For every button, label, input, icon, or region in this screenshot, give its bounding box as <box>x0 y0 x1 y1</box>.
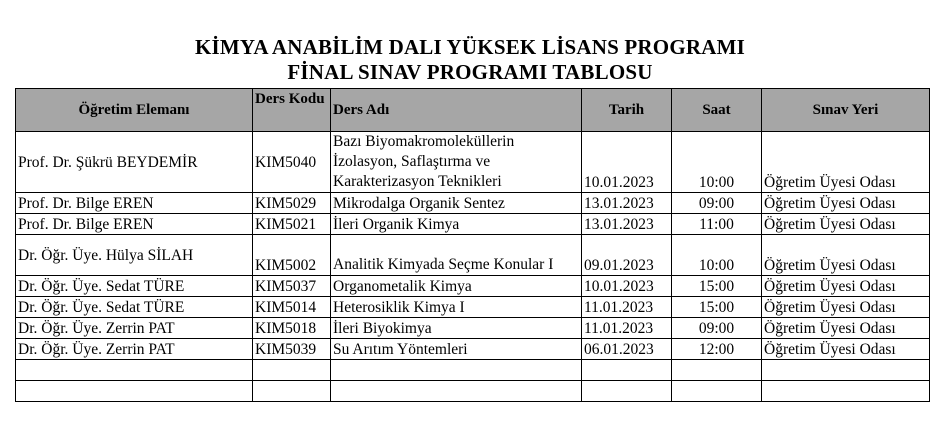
cell-time: 12:00 <box>672 339 762 360</box>
cell-date: 11.01.2023 <box>582 297 672 318</box>
cell-time: 10:00 <box>672 235 762 276</box>
cell-course: Heterosiklik Kimya I <box>331 297 582 318</box>
cell-code: KIM5002 <box>253 235 331 276</box>
cell-date: 10.01.2023 <box>582 276 672 297</box>
cell-time: 15:00 <box>672 276 762 297</box>
cell-location: Öğretim Üyesi Odası <box>762 193 930 214</box>
cell-location: Öğretim Üyesi Odası <box>762 297 930 318</box>
table-row <box>16 339 930 360</box>
cell-date: 06.01.2023 <box>582 339 672 360</box>
cell-instructor: Prof. Dr. Bilge EREN <box>16 214 253 235</box>
exam-schedule-table <box>15 88 930 402</box>
cell-code: KIM5040 <box>253 132 331 193</box>
cell-date: 09.01.2023 <box>582 235 672 276</box>
cell-location: Öğretim Üyesi Odası <box>762 276 930 297</box>
header-course: Ders Adı <box>331 89 582 132</box>
header-date: Tarih <box>582 89 672 132</box>
table-row <box>16 318 930 339</box>
header-time: Saat <box>672 89 762 132</box>
document-title: KİMYA ANABİLİM DALI YÜKSEK LİSANS PROGRAMI <box>194 35 745 59</box>
cell-course: Organometalik Kimya <box>331 276 582 297</box>
header-code: Ders Kodu <box>253 89 331 132</box>
cell-time: 09:00 <box>672 193 762 214</box>
table-row <box>16 276 930 297</box>
cell-location: Öğretim Üyesi Odası <box>762 235 930 276</box>
cell-location: Öğretim Üyesi Odası <box>762 318 930 339</box>
cell-time: 15:00 <box>672 297 762 318</box>
table-row <box>16 297 930 318</box>
header-location: Sınav Yeri <box>762 89 930 132</box>
cell-date: 13.01.2023 <box>582 193 672 214</box>
cell-instructor: Dr. Öğr. Üye. Sedat TÜRE <box>16 276 253 297</box>
cell-code: KIM5029 <box>253 193 331 214</box>
table-header-row <box>16 89 930 132</box>
empty-table-row <box>16 381 930 402</box>
cell-course: Su Arıtım Yöntemleri <box>331 339 582 360</box>
table-row <box>16 235 930 276</box>
cell-course: İleri Organik Kimya <box>331 214 582 235</box>
table-row <box>16 214 930 235</box>
cell-location: Öğretim Üyesi Odası <box>762 132 930 193</box>
cell-course: Bazı Biyomakromoleküllerin İzolasyon, Saflaştırma ve Karakterizasyon Teknikleri <box>331 132 582 193</box>
cell-course: Mikrodalga Organik Sentez <box>331 193 582 214</box>
cell-course: Analitik Kimyada Seçme Konular I <box>331 235 582 276</box>
cell-location: Öğretim Üyesi Odası <box>762 214 930 235</box>
cell-time: 10:00 <box>672 132 762 193</box>
cell-code: KIM5039 <box>253 339 331 360</box>
cell-time: 11:00 <box>672 214 762 235</box>
cell-instructor: Dr. Öğr. Üye. Zerrin PAT <box>16 318 253 339</box>
cell-instructor: Prof. Dr. Şükrü BEYDEMİR <box>16 132 253 193</box>
cell-time: 09:00 <box>672 318 762 339</box>
cell-code: KIM5018 <box>253 318 331 339</box>
cell-date: 10.01.2023 <box>582 132 672 193</box>
empty-table-row <box>16 360 930 381</box>
cell-course: İleri Biyokimya <box>331 318 582 339</box>
cell-code: KIM5037 <box>253 276 331 297</box>
cell-instructor: Dr. Öğr. Üye. Zerrin PAT <box>16 339 253 360</box>
cell-date: 11.01.2023 <box>582 318 672 339</box>
table-row <box>16 193 930 214</box>
cell-instructor: Dr. Öğr. Üye. Hülya SİLAH <box>16 235 253 276</box>
table-row <box>16 132 930 193</box>
document-subtitle: FİNAL SINAV PROGRAMI TABLOSU <box>287 60 653 84</box>
cell-date: 13.01.2023 <box>582 214 672 235</box>
header-instructor: Öğretim Elemanı <box>16 89 253 132</box>
cell-location: Öğretim Üyesi Odası <box>762 339 930 360</box>
cell-instructor: Prof. Dr. Bilge EREN <box>16 193 253 214</box>
cell-code: KIM5014 <box>253 297 331 318</box>
cell-instructor: Dr. Öğr. Üye. Sedat TÜRE <box>16 297 253 318</box>
cell-code: KIM5021 <box>253 214 331 235</box>
